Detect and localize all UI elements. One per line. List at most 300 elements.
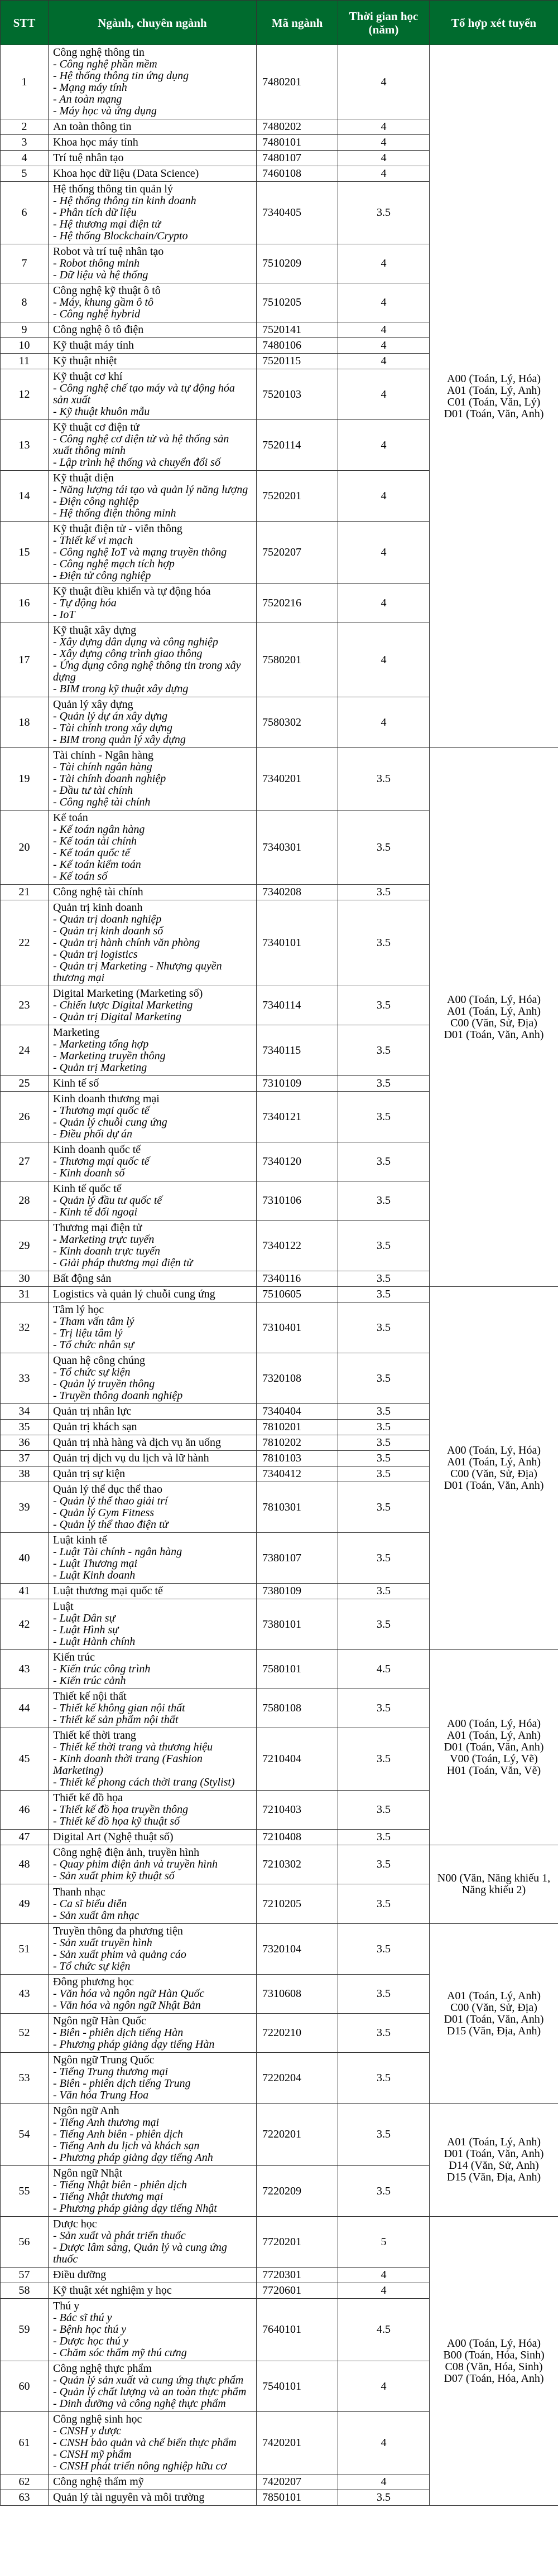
specialization-item: - Dinh dưỡng và công nghệ thực phẩm bbox=[53, 2397, 226, 2410]
program-code: 7210403 bbox=[257, 1791, 338, 1830]
specialization-item: - Thiết kế vi mạch bbox=[53, 534, 133, 547]
specialization-item: - Tài chính trong xây dựng bbox=[53, 722, 173, 734]
program-cell bbox=[49, 119, 257, 135]
specialization-item: - Quản lý Gym Fitness bbox=[53, 1507, 155, 1519]
program-code: 7720201 bbox=[257, 2217, 338, 2268]
combo-item: D01 (Toán, Văn, Anh) bbox=[444, 407, 544, 420]
combo-item: B00 (Toán, Hóa, Sinh) bbox=[443, 2348, 545, 2361]
combo-item: D01 (Toán, Văn, Anh) bbox=[444, 2013, 544, 2025]
program-cell bbox=[49, 2166, 257, 2217]
stt-cell: 27 bbox=[1, 1142, 49, 1181]
program-code: 7520207 bbox=[257, 522, 338, 584]
program-name: Điều dưỡng bbox=[53, 2269, 107, 2281]
program-name: Quản lý thể dục thể thao bbox=[53, 1483, 163, 1496]
stt-cell: 14 bbox=[1, 471, 49, 522]
program-name: Truyền thông đa phương tiện bbox=[53, 1925, 183, 1937]
stt-cell: 43 bbox=[1, 1975, 49, 2014]
stt-cell: 45 bbox=[1, 1728, 49, 1791]
specialization-item: - IoT bbox=[53, 609, 75, 621]
program-cell bbox=[49, 986, 257, 1025]
study-duration: 3.5 bbox=[338, 1975, 430, 2014]
specialization-item: - Luật Dân sự bbox=[53, 1612, 116, 1624]
combo-item: A01 (Toán, Lý, Anh) bbox=[446, 384, 541, 397]
program-cell bbox=[49, 885, 257, 900]
program-code: 7340404 bbox=[257, 1404, 338, 1420]
program-code: 7220201 bbox=[257, 2104, 338, 2166]
study-duration: 4 bbox=[338, 151, 430, 166]
specialization-item: - Mạng máy tính bbox=[53, 81, 127, 94]
program-cell bbox=[49, 2104, 257, 2166]
stt-cell: 59 bbox=[1, 2299, 49, 2361]
study-duration: 4 bbox=[338, 338, 430, 354]
specialization-item: - Kế toán số bbox=[53, 870, 108, 882]
program-name: Tâm lý học bbox=[53, 1304, 104, 1316]
study-duration: 3.5 bbox=[338, 182, 430, 244]
stt-cell: 34 bbox=[1, 1404, 49, 1420]
program-name: Hệ thống thông tin quản lý bbox=[53, 183, 173, 195]
specialization-item: - Bác sĩ thú y bbox=[53, 2312, 112, 2324]
combo-item: D14 (Văn, Sử, Anh) bbox=[449, 2159, 539, 2172]
program-code: 7310106 bbox=[257, 1181, 338, 1221]
study-duration: 4 bbox=[338, 2283, 430, 2299]
stt-cell: 37 bbox=[1, 1451, 49, 1467]
program-code: 7210404 bbox=[257, 1728, 338, 1791]
specialization-item: - Tiếng Anh biên - phiên dịch bbox=[53, 2128, 183, 2140]
program-cell bbox=[49, 1303, 257, 1353]
program-code: 7320108 bbox=[257, 1353, 338, 1404]
specialization-item: - Điện tử công nghiệp bbox=[53, 570, 151, 582]
program-cell bbox=[49, 2490, 257, 2506]
stt-cell: 3 bbox=[1, 135, 49, 151]
combo-item: C00 (Văn, Sử, Địa) bbox=[450, 2001, 537, 2014]
program-code: 7380101 bbox=[257, 1599, 338, 1650]
program-code: 7340405 bbox=[257, 182, 338, 244]
study-duration: 3.5 bbox=[338, 1884, 430, 1924]
study-duration: 3.5 bbox=[338, 811, 430, 885]
program-name: Khoa học máy tính bbox=[53, 136, 138, 148]
combo-item: A00 (Toán, Lý, Hóa) bbox=[447, 372, 541, 385]
stt-cell: 31 bbox=[1, 1287, 49, 1303]
combo-item: D15 (Văn, Địa, Anh) bbox=[446, 2171, 541, 2183]
combo-item: C08 (Văn, Hóa, Sinh) bbox=[445, 2360, 543, 2373]
stt-cell: 54 bbox=[1, 2104, 49, 2166]
specialization-item: - Công nghệ chế tạo máy và tự động hóa sản xuất bbox=[53, 382, 235, 406]
program-name: Thanh nhạc bbox=[53, 1885, 105, 1898]
stt-cell: 48 bbox=[1, 1845, 49, 1884]
program-cell bbox=[49, 1924, 257, 1975]
program-code: 7510205 bbox=[257, 283, 338, 322]
specialization-item: - Tổ chức nhân sự bbox=[53, 1339, 134, 1351]
study-duration: 4 bbox=[338, 354, 430, 369]
specialization-item: - Quản lý dự án xây dựng bbox=[53, 710, 168, 722]
specialization-item: - Thiết kế đồ họa truyền thông bbox=[53, 1803, 189, 1816]
specialization-item: - Marketing truyền thông bbox=[53, 1050, 166, 1062]
specialization-item: - Tiếng Anh du lịch và khách sạn bbox=[53, 2140, 200, 2152]
table-row bbox=[1, 1924, 558, 1975]
program-name: Thiết kế nội thất bbox=[53, 1690, 127, 1702]
program-code: 7210408 bbox=[257, 1830, 338, 1845]
specialization-item: - Công nghệ mạch tích hợp bbox=[53, 558, 175, 570]
specialization-item: - Kế toán kiểm toán bbox=[53, 858, 141, 871]
program-code: 7520103 bbox=[257, 369, 338, 420]
combo-item: D15 (Văn, Địa, Anh) bbox=[446, 2024, 541, 2037]
stt-cell: 62 bbox=[1, 2474, 49, 2490]
program-name: Luật thương mại quốc tế bbox=[53, 1585, 163, 1597]
stt-cell: 51 bbox=[1, 1924, 49, 1975]
program-name: Ngôn ngữ Hàn Quốc bbox=[53, 2015, 146, 2027]
program-name: Công nghệ kỹ thuật ô tô bbox=[53, 284, 161, 297]
specialization-item: - Dữ liệu và hệ thống bbox=[53, 269, 148, 281]
program-cell bbox=[49, 1728, 257, 1791]
study-duration: 3.5 bbox=[338, 2053, 430, 2104]
study-duration: 4.5 bbox=[338, 1650, 430, 1689]
program-code: 7340122 bbox=[257, 1221, 338, 1271]
program-code: 7810201 bbox=[257, 1420, 338, 1435]
study-duration: 3.5 bbox=[338, 1482, 430, 1533]
stt-cell: 63 bbox=[1, 2490, 49, 2506]
study-duration: 4 bbox=[338, 135, 430, 151]
program-name: Kỹ thuật điện tử - viễn thông bbox=[53, 523, 182, 535]
program-cell bbox=[49, 748, 257, 811]
program-name: Robot và trí tuệ nhân tạo bbox=[53, 245, 164, 258]
combo-item: D01 (Toán, Văn, Anh) bbox=[444, 1479, 544, 1492]
admission-combo-cell bbox=[430, 1650, 558, 1845]
stt-cell: 36 bbox=[1, 1435, 49, 1451]
program-code: 7310109 bbox=[257, 1076, 338, 1092]
program-cell bbox=[49, 182, 257, 244]
program-name: Trí tuệ nhân tạo bbox=[53, 152, 124, 164]
program-cell bbox=[49, 1092, 257, 1142]
study-duration: 3.5 bbox=[338, 1303, 430, 1353]
program-name: Kỹ thuật cơ điện tử bbox=[53, 421, 140, 433]
specialization-item: - Tổ chức sự kiện bbox=[53, 1960, 131, 1972]
admission-combo-cell bbox=[430, 1924, 558, 2104]
header-code: Mã ngành bbox=[257, 1, 338, 45]
program-name: Kế toán bbox=[53, 812, 88, 824]
combo-item: A00 (Toán, Lý, Hóa) bbox=[447, 2337, 541, 2350]
stt-cell: 22 bbox=[1, 900, 49, 986]
stt-cell: 35 bbox=[1, 1420, 49, 1435]
study-duration: 4 bbox=[338, 2474, 430, 2490]
study-duration: 3.5 bbox=[338, 1584, 430, 1599]
specialization-item: - Chăm sóc thẩm mỹ thú cưng bbox=[53, 2347, 187, 2359]
program-cell bbox=[49, 354, 257, 369]
specialization-item: - Quản trị kinh doanh số bbox=[53, 925, 163, 937]
program-cell bbox=[49, 623, 257, 697]
specialization-item: - Quản trị doanh nghiệp bbox=[53, 913, 162, 925]
study-duration: 3.5 bbox=[338, 1142, 430, 1181]
specialization-item: - Tham vấn tâm lý bbox=[53, 1315, 134, 1328]
specialization-item: - Kế toán tài chính bbox=[53, 835, 137, 847]
specialization-item: - Sản xuất và phát triển thuốc bbox=[53, 2230, 186, 2242]
program-cell bbox=[49, 1451, 257, 1467]
header-row bbox=[1, 1, 558, 45]
specialization-item: - Quản lý đầu tư quốc tế bbox=[53, 1194, 162, 1207]
program-code: 7220204 bbox=[257, 2053, 338, 2104]
program-cell bbox=[49, 1467, 257, 1482]
specialization-item: - Quản lý chất lượng và an toàn thực phẩm bbox=[53, 2386, 247, 2398]
program-cell bbox=[49, 1353, 257, 1404]
specialization-item: - Công nghệ cơ điện tử và hệ thống sản xuất thông minh bbox=[53, 433, 229, 457]
program-cell bbox=[49, 2053, 257, 2104]
study-duration: 3.5 bbox=[338, 900, 430, 986]
specialization-item: - Phương pháp giảng dạy tiếng Hàn bbox=[53, 2038, 215, 2051]
specialization-item: - Bệnh học thú y bbox=[53, 2323, 127, 2336]
program-cell bbox=[49, 1689, 257, 1728]
table-row bbox=[1, 2104, 558, 2166]
program-name: Quản trị nhà hàng và dịch vụ ăn uống bbox=[53, 1436, 222, 1449]
specialization-item: - Trị liệu tâm lý bbox=[53, 1327, 123, 1339]
study-duration: 4 bbox=[338, 471, 430, 522]
stt-cell: 47 bbox=[1, 1830, 49, 1845]
specialization-item: - CNSH y dược bbox=[53, 2425, 122, 2437]
header-combos: Tổ hợp xét tuyển bbox=[430, 1, 558, 45]
program-name: Thú y bbox=[53, 2300, 80, 2312]
specialization-item: - Văn hóa Trung Hoa bbox=[53, 2089, 149, 2101]
combo-item: A00 (Toán, Lý, Hóa) bbox=[447, 1444, 541, 1456]
program-name: An toàn thông tin bbox=[53, 120, 132, 133]
specialization-item: - Tự động hóa bbox=[53, 597, 117, 609]
program-cell bbox=[49, 151, 257, 166]
program-code: 7420201 bbox=[257, 2412, 338, 2474]
program-cell bbox=[49, 1791, 257, 1830]
program-cell bbox=[49, 1142, 257, 1181]
admission-combo-cell bbox=[430, 1287, 558, 1650]
stt-cell: 17 bbox=[1, 623, 49, 697]
program-code: 7220210 bbox=[257, 2014, 338, 2053]
program-name: Công nghệ sinh học bbox=[53, 2413, 142, 2425]
program-name: Công nghệ điện ảnh, truyền hình bbox=[53, 1846, 200, 1859]
stt-cell: 41 bbox=[1, 1584, 49, 1599]
combo-item: D01 (Toán, Văn, Anh) bbox=[444, 1741, 544, 1753]
specialization-item: - Điều phối dự án bbox=[53, 1128, 133, 1140]
table-row bbox=[1, 45, 558, 119]
program-code: 7510605 bbox=[257, 1287, 338, 1303]
specialization-item: - Sản xuất phim kỹ thuật số bbox=[53, 1870, 175, 1882]
program-name: Kỹ thuật xây dựng bbox=[53, 624, 137, 636]
program-name: Công nghệ tài chính bbox=[53, 886, 143, 898]
specialization-item: - Tiếng Trung thương mại bbox=[53, 2066, 169, 2078]
stt-cell: 58 bbox=[1, 2283, 49, 2299]
study-duration: 3.5 bbox=[338, 1728, 430, 1791]
study-duration: 4 bbox=[338, 584, 430, 623]
program-name: Quản lý tài nguyên và môi trường bbox=[53, 2491, 205, 2503]
specialization-item: - Thiết kế không gian nội thất bbox=[53, 1702, 185, 1714]
specialization-item: - Công nghệ IoT và mạng truyền thông bbox=[53, 546, 227, 558]
program-code: 7220209 bbox=[257, 2166, 338, 2217]
stt-cell: 43 bbox=[1, 1650, 49, 1689]
program-code: 7720301 bbox=[257, 2268, 338, 2283]
study-duration: 4 bbox=[338, 522, 430, 584]
study-duration: 3.5 bbox=[338, 2014, 430, 2053]
study-duration: 4 bbox=[338, 322, 430, 338]
specialization-item: - Luật Tài chính - ngân hàng bbox=[53, 1546, 182, 1558]
program-code: 7480106 bbox=[257, 338, 338, 354]
admission-combo-cell bbox=[430, 1845, 558, 1924]
program-name: Quản trị dịch vụ du lịch và lữ hành bbox=[53, 1452, 209, 1464]
program-cell bbox=[49, 283, 257, 322]
stt-cell: 32 bbox=[1, 1303, 49, 1353]
program-cell bbox=[49, 2014, 257, 2053]
combo-item: N00 (Văn, Năng khiếu 1, Năng khiếu 2) bbox=[437, 1872, 551, 1896]
program-name: Thiết kế đồ họa bbox=[53, 1792, 123, 1804]
specialization-item: - Quản lý thể thao giải trí bbox=[53, 1495, 168, 1507]
program-code: 7520114 bbox=[257, 420, 338, 471]
stt-cell: 44 bbox=[1, 1689, 49, 1728]
stt-cell: 16 bbox=[1, 584, 49, 623]
program-name: Kinh doanh thương mại bbox=[53, 1093, 160, 1105]
program-cell bbox=[49, 1435, 257, 1451]
program-code: 7320104 bbox=[257, 1924, 338, 1975]
header-stt: STT bbox=[1, 1, 49, 45]
stt-cell: 57 bbox=[1, 2268, 49, 2283]
specialization-item: - Kinh doanh thời trang (Fashion Marketing) bbox=[53, 1753, 203, 1777]
program-cell bbox=[49, 900, 257, 986]
program-cell bbox=[49, 1271, 257, 1287]
specialization-item: - Hệ thương mại điện tử bbox=[53, 218, 161, 230]
program-cell bbox=[49, 1287, 257, 1303]
program-code: 7810202 bbox=[257, 1435, 338, 1451]
admission-combo-cell bbox=[430, 748, 558, 1287]
stt-cell: 53 bbox=[1, 2053, 49, 2104]
specialization-item: - Văn hóa và ngôn ngữ Nhật Bản bbox=[53, 1999, 201, 2011]
program-name: Marketing bbox=[53, 1026, 100, 1039]
specialization-item: - Thương mại quốc tế bbox=[53, 1104, 150, 1117]
program-code: 7310608 bbox=[257, 1975, 338, 2014]
specialization-item: - Máy, khung gầm ô tô bbox=[53, 296, 153, 308]
specialization-item: - Quản lý thể thao điện tử bbox=[53, 1518, 169, 1531]
study-duration: 4 bbox=[338, 45, 430, 119]
program-code: 7340201 bbox=[257, 748, 338, 811]
program-cell bbox=[49, 1025, 257, 1076]
study-duration: 3.5 bbox=[338, 1599, 430, 1650]
program-cell bbox=[49, 244, 257, 283]
program-name: Quan hệ công chúng bbox=[53, 1354, 145, 1367]
combo-item: A00 (Toán, Lý, Hóa) bbox=[447, 1718, 541, 1730]
combo-item: V00 (Toán, Lý, Vẽ) bbox=[450, 1753, 538, 1765]
program-name: Digital Art (Nghệ thuật số) bbox=[53, 1831, 174, 1843]
specialization-item: - BIM trong quản lý xây dựng bbox=[53, 734, 186, 746]
stt-cell: 18 bbox=[1, 697, 49, 748]
specialization-item: - Xây dựng dân dụng và công nghiệp bbox=[53, 636, 218, 648]
combo-item: A01 (Toán, Lý, Anh) bbox=[446, 1729, 541, 1742]
stt-cell: 19 bbox=[1, 748, 49, 811]
program-cell bbox=[49, 135, 257, 151]
specialization-item: - Kinh tế đối ngoại bbox=[53, 1206, 138, 1218]
study-duration: 3.5 bbox=[338, 1435, 430, 1451]
combo-item: A01 (Toán, Lý, Anh) bbox=[446, 1989, 541, 2002]
header-program: Ngành, chuyên ngành bbox=[49, 1, 257, 45]
specialization-item: - Năng lượng tái tạo và quản lý năng lượng bbox=[53, 484, 248, 496]
stt-cell: 29 bbox=[1, 1221, 49, 1271]
stt-cell: 38 bbox=[1, 1467, 49, 1482]
stt-cell: 2 bbox=[1, 119, 49, 135]
program-cell bbox=[49, 1975, 257, 2014]
specialization-item: - An toàn mạng bbox=[53, 93, 122, 105]
table-row bbox=[1, 1845, 558, 1884]
specialization-item: - Tổ chức sự kiện bbox=[53, 1366, 131, 1378]
program-code: 7520216 bbox=[257, 584, 338, 623]
specialization-item: - Biên - phiên dịch tiếng Hàn bbox=[53, 2027, 184, 2039]
study-duration: 4 bbox=[338, 2361, 430, 2412]
study-duration: 4 bbox=[338, 2412, 430, 2474]
specialization-item: - Thiết kế sản phẩm nội thất bbox=[53, 1714, 179, 1726]
specialization-item: - Luật Kinh doanh bbox=[53, 1569, 136, 1581]
program-code: 7810103 bbox=[257, 1451, 338, 1467]
program-cell bbox=[49, 1076, 257, 1092]
program-code: 7480101 bbox=[257, 135, 338, 151]
study-duration: 3.5 bbox=[338, 1924, 430, 1975]
study-duration: 3.5 bbox=[338, 885, 430, 900]
table-row bbox=[1, 2217, 558, 2268]
combo-item: C01 (Toán, Văn, Lý) bbox=[447, 395, 541, 408]
program-name: Bất động sản bbox=[53, 1272, 112, 1285]
specialization-item: - Công nghệ hybrid bbox=[53, 308, 141, 320]
specialization-item: - Quay phim điện ảnh và truyền hình bbox=[53, 1858, 218, 1870]
study-duration: 4 bbox=[338, 420, 430, 471]
stt-cell: 46 bbox=[1, 1791, 49, 1830]
specialization-item: - CNSH phát triển nông nghiệp hữu cơ bbox=[53, 2460, 227, 2472]
admission-combo-cell bbox=[430, 2217, 558, 2506]
study-duration: 4 bbox=[338, 697, 430, 748]
stt-cell: 13 bbox=[1, 420, 49, 471]
program-code: 7310401 bbox=[257, 1303, 338, 1353]
program-cell bbox=[49, 1599, 257, 1650]
program-name: Kinh tế quốc tế bbox=[53, 1183, 122, 1195]
combo-item: C00 (Văn, Sử, Địa) bbox=[450, 1468, 537, 1480]
program-name: Kỹ thuật cơ khí bbox=[53, 370, 123, 383]
specialization-item: - Đầu tư tài chính bbox=[53, 784, 133, 797]
specialization-item: - Phương pháp giảng dạy tiếng Nhật bbox=[53, 2202, 217, 2215]
combo-item: H01 (Toán, Văn, Vẽ) bbox=[446, 1764, 541, 1777]
program-code: 7480201 bbox=[257, 45, 338, 119]
program-cell bbox=[49, 369, 257, 420]
program-cell bbox=[49, 1650, 257, 1689]
program-cell bbox=[49, 2412, 257, 2474]
specialization-item: - Công nghệ phần mềm bbox=[53, 58, 157, 70]
study-duration: 3.5 bbox=[338, 1830, 430, 1845]
stt-cell: 56 bbox=[1, 2217, 49, 2268]
stt-cell: 30 bbox=[1, 1271, 49, 1287]
study-duration: 3.5 bbox=[338, 1076, 430, 1092]
specialization-item: - Thương mại quốc tế bbox=[53, 1155, 150, 1168]
program-name: Kỹ thuật nhiệt bbox=[53, 355, 117, 367]
study-duration: 3.5 bbox=[338, 986, 430, 1025]
program-code: 7580108 bbox=[257, 1689, 338, 1728]
specialization-item: - Kế toán ngân hàng bbox=[53, 823, 145, 836]
program-cell bbox=[49, 2361, 257, 2412]
specialization-item: - Quản lý chuỗi cung ứng bbox=[53, 1116, 167, 1128]
stt-cell: 25 bbox=[1, 1076, 49, 1092]
specialization-item: - Quản trị logistics bbox=[53, 948, 138, 961]
program-code: 7380109 bbox=[257, 1584, 338, 1599]
program-code: 7520201 bbox=[257, 471, 338, 522]
combo-item: D01 (Toán, Văn, Anh) bbox=[444, 1028, 544, 1041]
study-duration: 4 bbox=[338, 369, 430, 420]
program-code: 7520115 bbox=[257, 354, 338, 369]
stt-cell: 8 bbox=[1, 283, 49, 322]
specialization-item: - Kế toán quốc tế bbox=[53, 847, 130, 859]
program-cell bbox=[49, 811, 257, 885]
specialization-item: - Điện công nghiệp bbox=[53, 495, 139, 508]
program-code: 7540101 bbox=[257, 2361, 338, 2412]
program-cell bbox=[49, 1181, 257, 1221]
program-cell bbox=[49, 584, 257, 623]
program-code: 7340208 bbox=[257, 885, 338, 900]
study-duration: 3.5 bbox=[338, 2490, 430, 2506]
program-name: Tài chính - Ngân hàng bbox=[53, 749, 153, 761]
specialization-item: - Tài chính doanh nghiệp bbox=[53, 773, 166, 785]
